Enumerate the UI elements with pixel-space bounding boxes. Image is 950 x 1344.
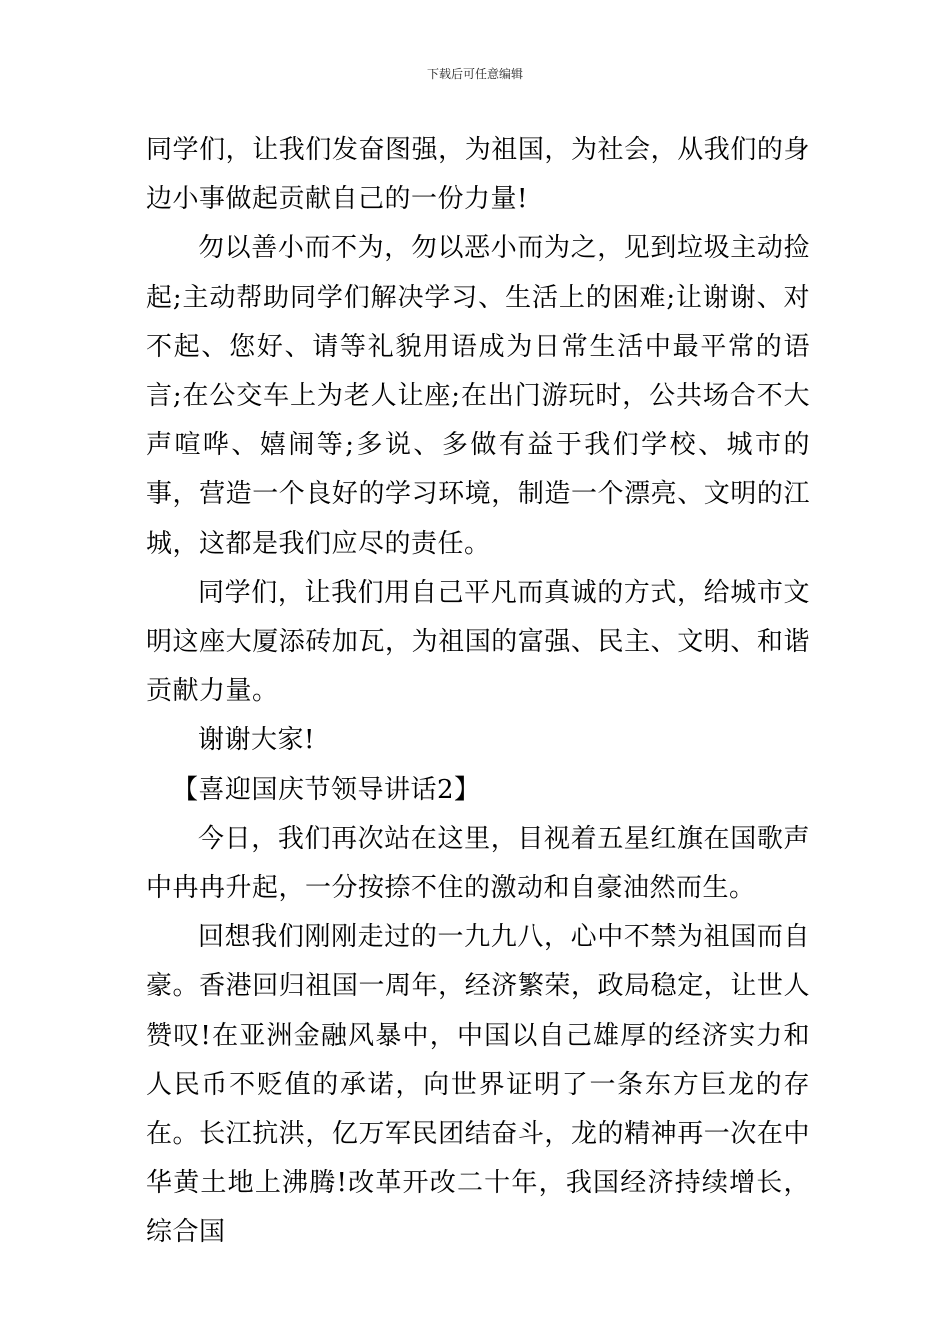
page-header: 下载后可任意编辑 (426, 67, 523, 81)
paragraph: 今日，我们再次站在这里，目视着五星红旗在国歌声中冉冉升起，一分按捺不住的激动和自豪油然而生。 (146, 823, 810, 904)
paragraph: 回想我们刚刚走过的一九九八，心中不禁为祖国而自豪。香港回归祖国一周年，经济繁荣，政局稳定，让世人赞叹!在亚洲金融风暴中，中国以自己雄厚的经济实力和人民币不贬值的承诺，向世界证明了一条东方巨龙的存在。长江抗洪，亿万军民团结奋斗，龙的精神再一次在中华黄土地上沸腾!改革开改二十年，我国经济持续增长，综合国 (146, 922, 810, 1248)
document-body (146, 126, 810, 1258)
paragraph: 同学们，让我们用自己平凡而真诚的方式，给城市文明这座大厦添砖加瓦，为祖国的富强、民主、文明、和谐贡献力量。 (146, 577, 810, 707)
paragraph: 勿以善小而不为，勿以恶小而为之，见到垃圾主动捡起;主动帮助同学们解决学习、生活上的困难;让谢谢、对不起、您好、请等礼貌用语成为日常生活中最平常的语言;在公交车上为老人让座;在出门游玩时，公共场合不大声喧哗、嬉闹等;多说、多做有益于我们学校、城市的事，营造一个良好的学习环境，制造一个漂亮、文明的江城，这都是我们应尽的责任。 (146, 233, 810, 559)
section-heading: 【喜迎国庆节领导讲话2】 (172, 774, 481, 805)
paragraph: 谢谢大家! (198, 725, 315, 756)
paragraph: 同学们，让我们发奋图强，为祖国，为社会，从我们的身边小事做起贡献自己的一份力量! (146, 135, 810, 215)
